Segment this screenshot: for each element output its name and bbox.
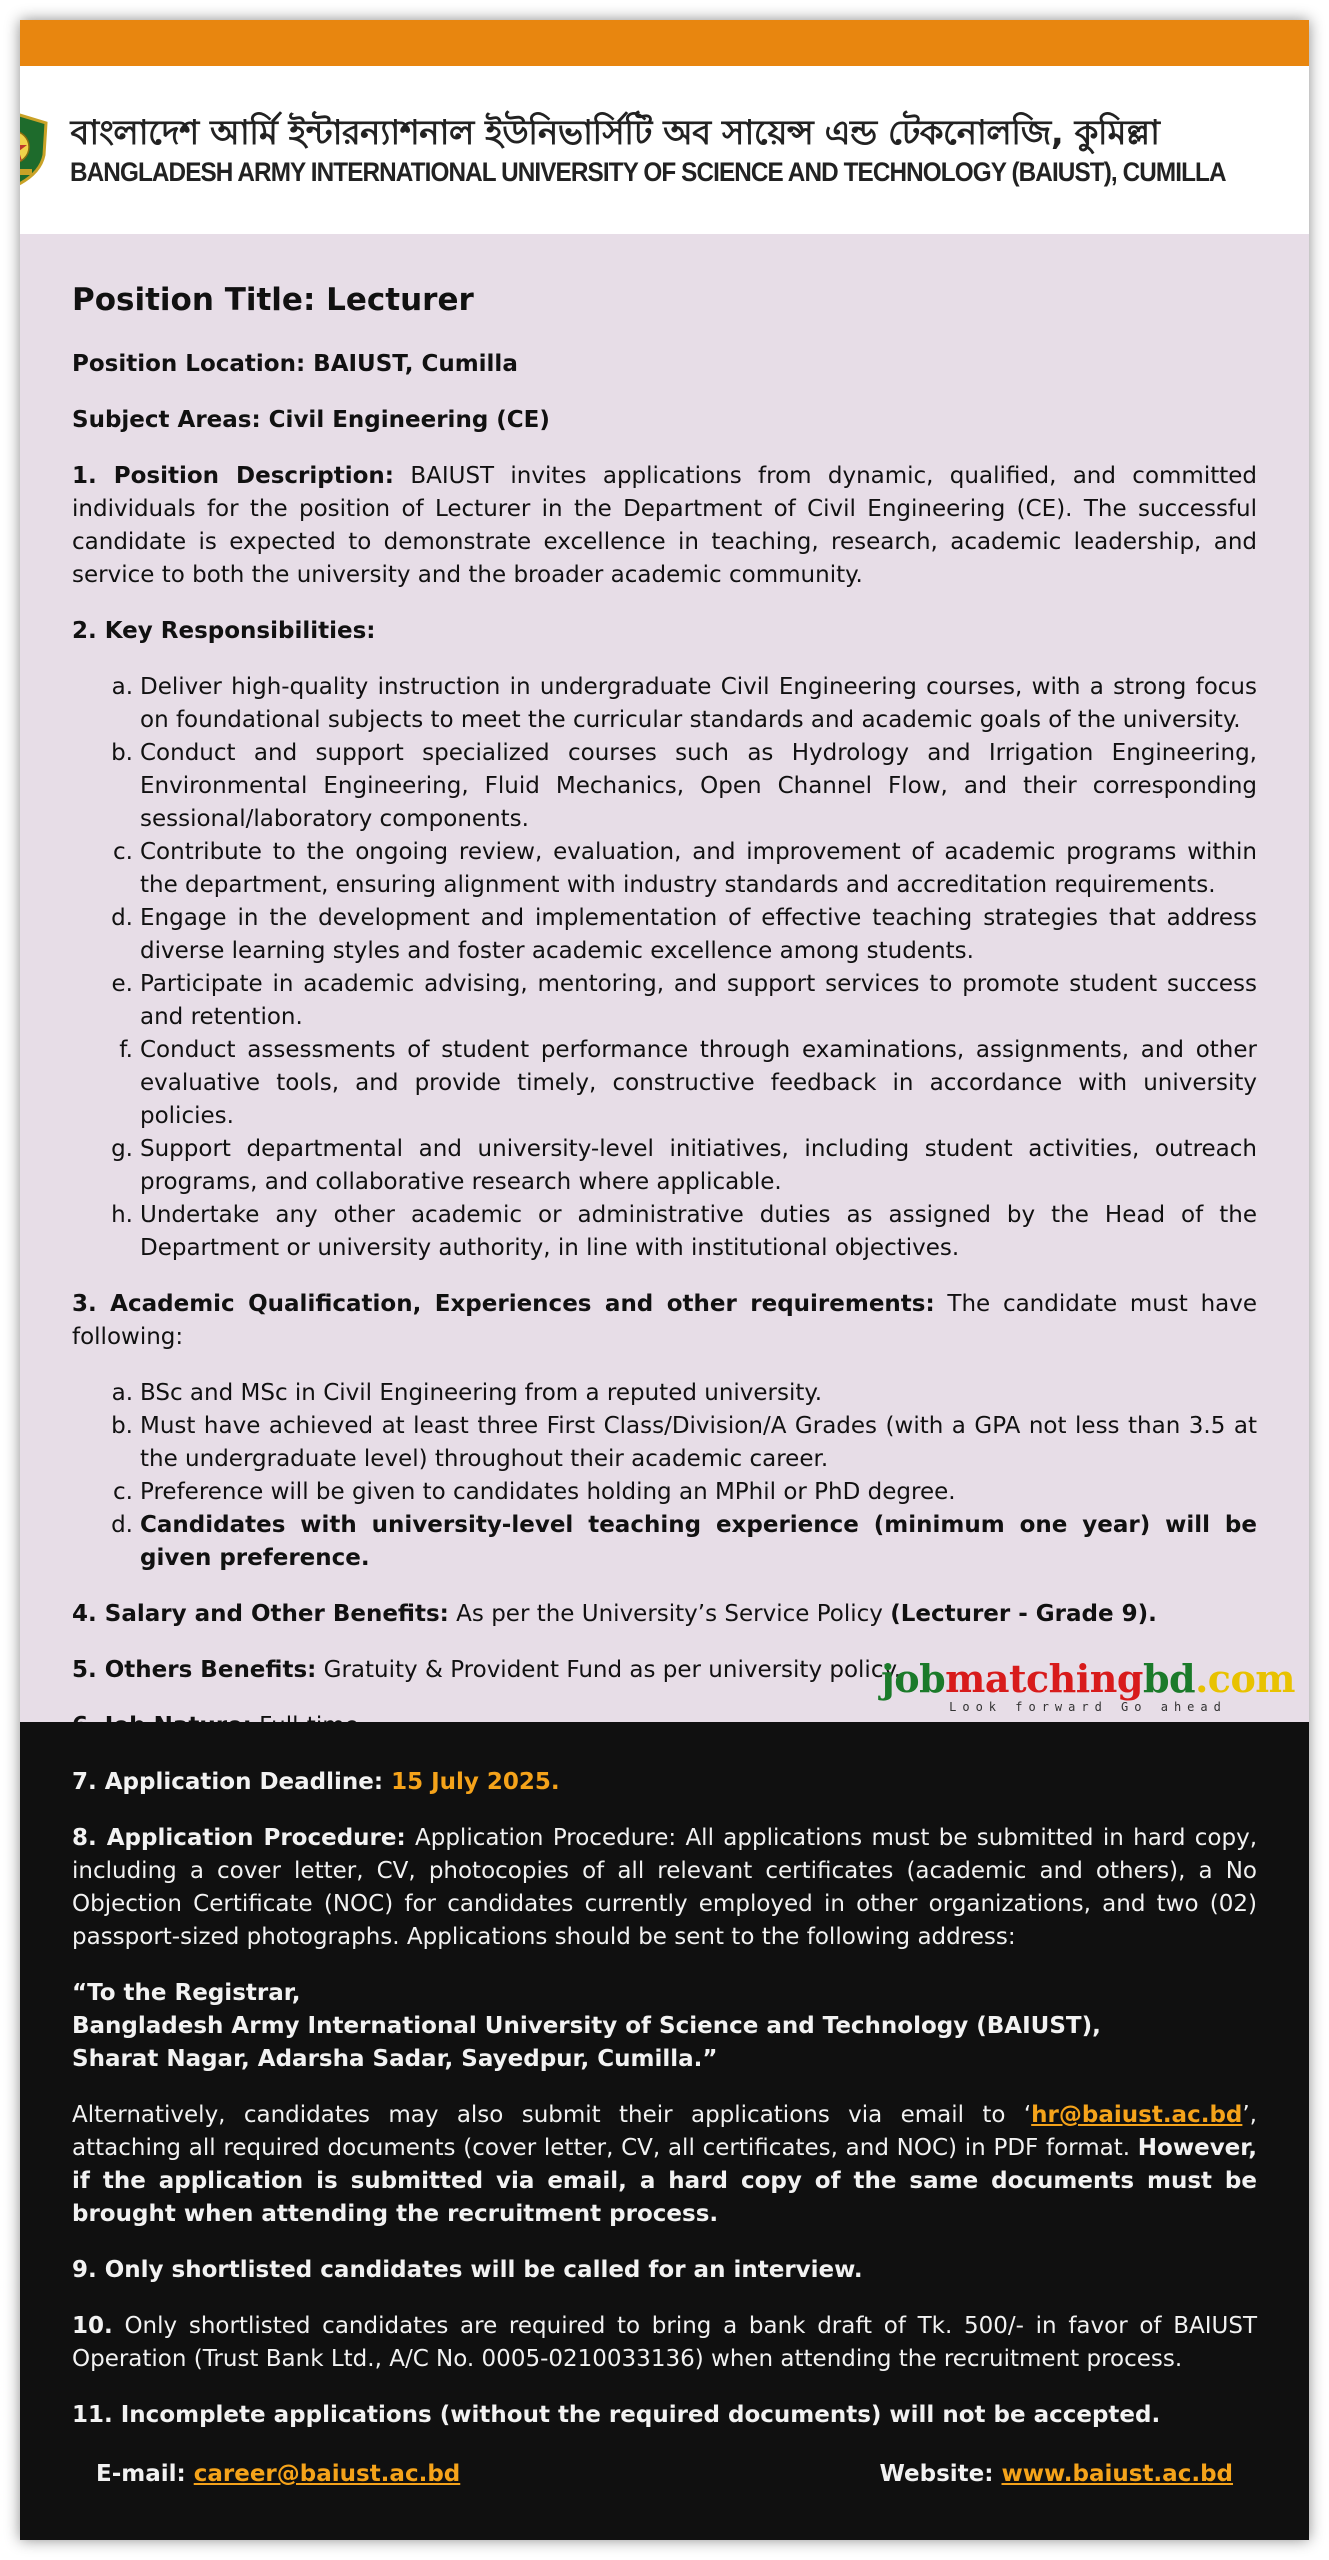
- career-email-link[interactable]: career@baiust.ac.bd: [193, 2461, 461, 2487]
- list-item: c. Contribute to the ongoing review, evaluation, and improvement of academic programs within the department, ensuring alignment with industry standards and accreditation requirements.: [113, 839, 1257, 898]
- baiust-emblem-icon: [20, 111, 52, 189]
- footer-website: Website: www.baiust.ac.bd: [879, 2461, 1233, 2487]
- qualification-list: [72, 1377, 1257, 1575]
- list-item: a. BSc and MSc in Civil Engineering from a reputed university.: [111, 1380, 823, 1406]
- list-item: a. Deliver high-quality instruction in undergraduate Civil Engineering courses, with a strong focus on foundational subjects to meet the curricular standards and academic goals of the university.: [111, 674, 1257, 733]
- position-title: Position Title: Lecturer: [72, 282, 474, 318]
- application-procedure: 8. Application Procedure: Application Procedure: All applications must be submitted in hard copy, including a cover letter, CV, photocopies of all relevant certificates (academic and others), a No Objection Certificate (NOC) for candidates currently employed in other organizations, and two (02) passport-sized photographs. Applications should be sent to the following address:: [72, 1825, 1258, 1950]
- responsibilities-list: [72, 671, 1257, 1265]
- responsibilities-heading: 2. Key Responsibilities:: [72, 618, 376, 644]
- university-header: [20, 66, 1309, 234]
- list-item: e. Participate in academic advising, mentoring, and support services to promote student success and retention.: [111, 971, 1257, 1030]
- list-item: b. Conduct and support specialized courses such as Hydrology and Irrigation Engineering, Environmental Engineering, Fluid Mechanics, Open Channel Flow, and their corresponding sessional/laboratory components.: [111, 740, 1257, 832]
- website-link[interactable]: www.baiust.ac.bd: [1001, 2461, 1233, 2487]
- incomplete-note: 11. Incomplete applications (without the required documents) will not be accepted.: [72, 2402, 1161, 2428]
- other-benefits: 5. Others Benefits: Gratuity & Provident Fund as per university policy.: [72, 1657, 902, 1683]
- position-location: Position Location: BAIUST, Cumilla: [72, 351, 518, 377]
- bank-draft-note: 10. Only shortlisted candidates are required to bring a bank draft of Tk. 500/- in favor of BAIUST Operation (Trust Bank Ltd., A/C No. 0005-0210033136) when attending the recruitment process.: [72, 2313, 1257, 2372]
- jobmatchingbd-watermark: [881, 1658, 1295, 1714]
- dark-section: [20, 1722, 1309, 2540]
- list-item: g. Support departmental and university-level initiatives, including student activities, outreach programs, and collaborative research where applicable.: [111, 1136, 1257, 1195]
- deadline-date: 15 July 2025.: [391, 1769, 560, 1795]
- job-circular: [20, 20, 1309, 2540]
- contact-footer: [72, 2458, 1257, 2491]
- position-description: 1. Position Description: BAIUST invites applications from dynamic, qualified, and committed individuals for the position of Lecturer in the Department of Civil Engineering (CE). The successful candidate is expected to demonstrate excellence in teaching, research, academic leadership, and service to both the university and the broader academic community.: [72, 463, 1258, 588]
- hr-email-link[interactable]: hr@baiust.ac.bd: [1031, 2102, 1243, 2128]
- logo-group: [20, 111, 1309, 189]
- list-item: h. Undertake any other academic or administrative duties as assigned by the Head of the Department or university authority, in line with institutional objectives.: [111, 1202, 1257, 1261]
- salary-benefits: 4. Salary and Other Benefits: As per the University’s Service Policy (Lecturer - Grade 9).: [72, 1601, 1157, 1627]
- list-item: d. Candidates with university-level teaching experience (minimum one year) will be given preference.: [111, 1512, 1257, 1571]
- watermark-logo: jobmatchingbd.com: [880, 1656, 1295, 1701]
- watermark-tagline: Look forward Go ahead: [949, 1700, 1227, 1714]
- university-name-english: BANGLADESH ARMY INTERNATIONAL UNIVERSITY OF SCIENCE AND TECHNOLOGY (BAIUST), CUMILLA: [70, 157, 1227, 187]
- top-accent-bar: [20, 20, 1309, 66]
- subject-areas: Subject Areas: Civil Engineering (CE): [72, 407, 550, 433]
- footer-email: E-mail: career@baiust.ac.bd: [96, 2461, 461, 2487]
- list-item: f. Conduct assessments of student performance through examinations, assignments, and other evaluative tools, and provide timely, constructive feedback in accordance with university policies.: [119, 1037, 1257, 1129]
- section-heading: 1. Position Description:: [72, 463, 395, 489]
- application-deadline: 7. Application Deadline: 15 July 2025.: [72, 1769, 560, 1795]
- shortlist-note: 9. Only shortlisted candidates will be called for an interview.: [72, 2257, 863, 2283]
- list-item: d. Engage in the development and implementation of effective teaching strategies that address diverse learning styles and foster academic excellence among students.: [111, 905, 1257, 964]
- light-section: [20, 234, 1309, 1722]
- university-name-bangla: বাংলাদেশ আর্মি ইন্টারন্যাশনাল ইউনিভার্সিটি অব সায়েন্স এন্ড টেকনোলজি, কুমিল্লা: [70, 113, 1160, 153]
- list-item: b. Must have achieved at least three First Class/Division/A Grades (with a GPA not less than 3.5 at the undergraduate level) throughout their academic career.: [111, 1413, 1257, 1472]
- registrar-address: “To the Registrar, Bangladesh Army International University of Science and Technology (BAIUST), Sharat Nagar, Adarsha Sadar, Sayedpur, Cumilla.”: [72, 1980, 1101, 2072]
- qualification-heading: 3. Academic Qualification, Experiences and other requirements: The candidate must have following:: [72, 1291, 1257, 1350]
- email-submission: Alternatively, candidates may also submit their applications via email to ‘hr@baiust.ac.bd’, attaching all required documents (cover letter, CV, all certificates, and NOC) in PDF format. However, if the application is submitted via email, a hard copy of the same documents must be brought when attending the recruitment process.: [72, 2102, 1257, 2227]
- list-item: c. Preference will be given to candidates holding an MPhil or PhD degree.: [113, 1479, 956, 1505]
- university-names: [70, 111, 1309, 189]
